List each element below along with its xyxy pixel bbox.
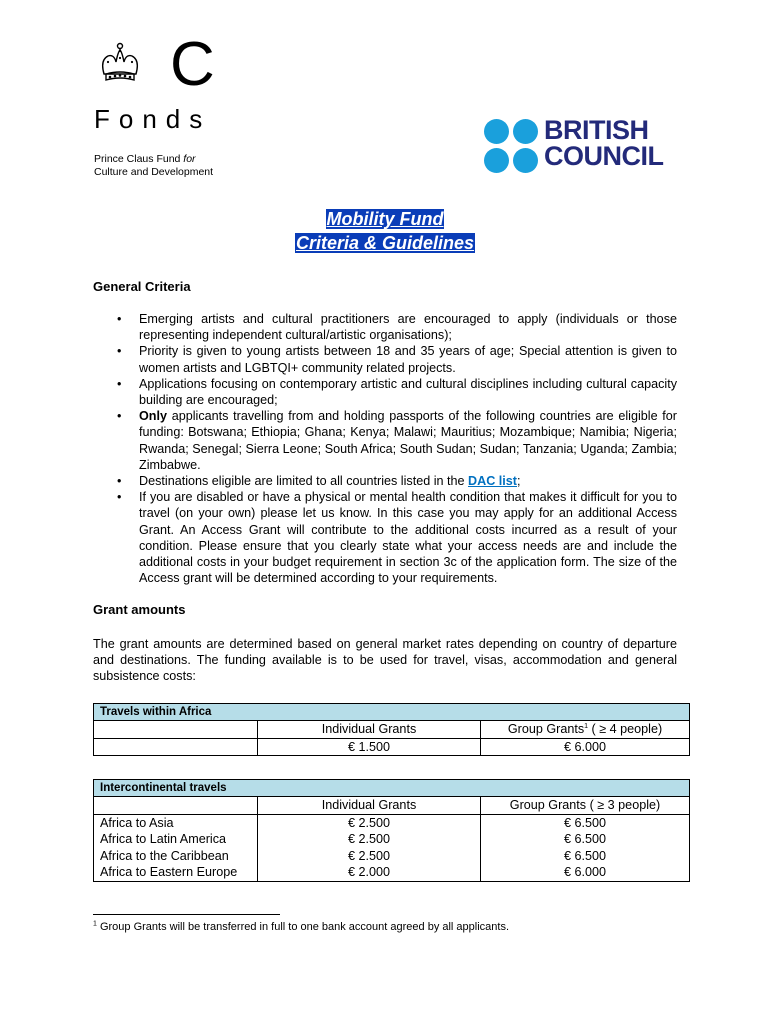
table-cell (481, 814, 690, 881)
footnote-text: Group Grants will be transferred in full to one bank account agreed by all applicants. (96, 921, 510, 933)
british-council-wordmark (544, 117, 664, 169)
route: Africa to Eastern Europe (100, 865, 238, 879)
table-cell: € 1.500 (258, 738, 481, 756)
item-text: Destinations eligible are limited to all countries listed in the (139, 474, 469, 489)
list-item (93, 311, 677, 343)
footnote-ref: 1 (584, 722, 589, 730)
table-cell (481, 721, 690, 739)
amount: € 2.000 (347, 865, 391, 879)
subtitle-text: Prince Claus Fund (94, 153, 181, 165)
amount: € 2.500 (347, 815, 391, 830)
table-cell (258, 814, 481, 881)
amount: € 6.500 (563, 848, 607, 863)
item-text: Emerging artists and cultural practitioners are encouraged to apply (individuals or those representing independent cultural/artistic organisations); (139, 312, 677, 343)
item-text: If you are disabled or have a physical or mental health condition that makes it difficult for you to travel (on your own) please let us know. In this case you may apply for an additional Access Grant. An Access Grant will contribute to the additional costs incurred as a result of your condition. Please ensure that you clearly state what your access needs are and include the additional costs in your budget requirement in section 3c of the application form. The size of the Access grant will be determined according to your requirements. (139, 490, 677, 586)
footnote (93, 920, 509, 934)
list-item (93, 376, 677, 408)
table-row (94, 738, 690, 756)
table-header: Travels within Africa (94, 704, 690, 721)
route: Africa to the Caribbean (100, 848, 229, 863)
british-council-line1: BRITISH (544, 115, 649, 145)
intercontinental-grants-table (93, 779, 690, 882)
item-bold: Only (139, 409, 167, 424)
subtitle-italic: for (183, 153, 196, 165)
prince-claus-name: Fonds (94, 104, 212, 134)
amount: € 6.000 (563, 865, 607, 879)
route: Africa to Latin America (100, 832, 226, 846)
grant-amounts-paragraph: The grant amounts are determined based on general market rates depending on country of departure and destinations. The funding available is to be used for travel, visas, accommodation and general subsistence costs: (93, 637, 677, 684)
prince-claus-subtitle (94, 153, 314, 179)
title-line1: Mobility Fund (326, 209, 444, 229)
col-label: Group Grants (507, 722, 585, 736)
item-text: Applications focusing on contemporary artistic and cultural disciplines including cultural capacity building are encouraged; (139, 376, 677, 408)
africa-grants-table (93, 703, 690, 756)
amount: € 2.500 (347, 832, 391, 846)
table-header-row (94, 780, 690, 797)
table-cell (94, 738, 258, 756)
table-cell (94, 721, 258, 739)
dac-list-link[interactable]: DAC list (468, 474, 517, 489)
criteria-list (93, 311, 677, 586)
page-title (0, 207, 770, 255)
subtitle-line2: Culture and Development (94, 166, 214, 178)
crown-icon (90, 40, 150, 88)
title-line2: Criteria & Guidelines (295, 233, 475, 253)
table-cell: Individual Grants (258, 721, 481, 739)
list-item (93, 343, 677, 375)
item-text: applicants travelling from and holding passports of the following countries are eligible for funding: Botswana; Ethiopia; Ghana; Kenya; Malawi; Mauritius; Mozambique; Namibia; Nigeria; Rwanda; Senegal; Sierra Leone; South Africa; South Sudan; Sudan; Tanzania; Uganda; Zambia; Zimbabwe. (139, 409, 677, 472)
british-council-line2: COUNCIL (544, 141, 664, 171)
british-council-dots-icon (483, 118, 539, 174)
table-row (94, 814, 690, 881)
amount: € 2.500 (347, 848, 391, 863)
general-criteria-heading: General Criteria (93, 279, 191, 294)
item-text: Priority is given to young artists between 18 and 35 years of age; Special attention is given to women artists and LGBTQI+ community related projects. (139, 344, 677, 375)
footnote-divider (93, 914, 280, 915)
footnote-marker: 1 (93, 920, 97, 928)
item-text: ; (517, 474, 521, 489)
table-row (94, 721, 690, 739)
amount: € 6.500 (563, 832, 607, 846)
table-cell (94, 797, 258, 815)
table-cell: Individual Grants (258, 797, 481, 815)
route: Africa to Asia (100, 815, 174, 830)
list-item (93, 489, 677, 586)
prince-claus-letter: C (170, 30, 215, 99)
amount: € 6.500 (563, 815, 607, 830)
table-cell (94, 814, 258, 881)
table-row (94, 797, 690, 815)
table-cell: Group Grants ( ≥ 3 people) (481, 797, 690, 815)
table-cell: € 6.000 (481, 738, 690, 756)
grant-amounts-heading: Grant amounts (93, 602, 186, 617)
table-header: Intercontinental travels (94, 780, 690, 797)
list-item (93, 473, 677, 489)
table-header-row (94, 704, 690, 721)
col-label: ( ≥ 4 people) (588, 722, 663, 736)
list-item (93, 408, 677, 473)
